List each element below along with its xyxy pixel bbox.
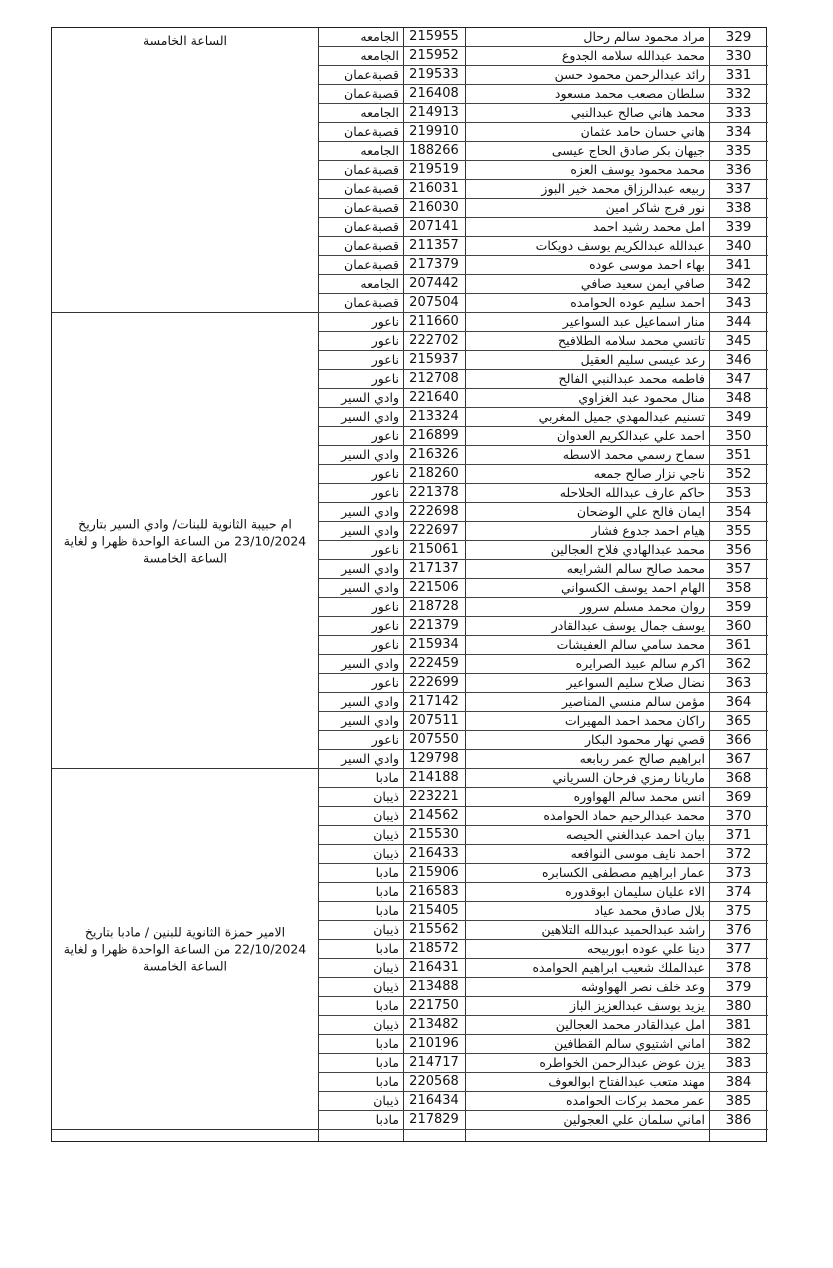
number-cell: 332 — [725, 86, 752, 102]
code-cell: 211660 — [409, 314, 459, 329]
code-cell: 217137 — [409, 561, 459, 576]
code-cell: 222699 — [409, 675, 459, 690]
area-cell: مادبا — [375, 941, 399, 956]
area-cell: مادبا — [375, 903, 399, 918]
name-cell: هيام احمد جدوع فشار — [591, 523, 705, 538]
area-cell: قصبةعمان — [344, 295, 399, 310]
table-row — [318, 883, 768, 902]
area-cell: ذيبان — [373, 1017, 399, 1032]
name-cell: امل محمد رشيد احمد — [593, 219, 705, 234]
code-cell: 221378 — [409, 485, 459, 500]
candidate-table — [51, 27, 767, 1142]
table-row — [318, 522, 768, 541]
number-cell: 359 — [725, 599, 752, 615]
name-cell: محمد هاني صالح عبدالنبي — [570, 105, 705, 120]
number-cell: 384 — [725, 1074, 752, 1090]
code-cell: 219533 — [409, 67, 459, 82]
number-cell: 364 — [725, 694, 752, 710]
code-cell: 212708 — [409, 371, 459, 386]
area-cell: وادي السير — [341, 694, 399, 709]
number-cell: 381 — [725, 1017, 752, 1033]
name-cell: مراد محمود سالم رحال — [583, 29, 705, 44]
number-cell: 353 — [725, 485, 752, 501]
name-cell: راكان محمد احمد المهيرات — [564, 713, 705, 728]
name-cell: محمد عبدالرحيم حماد الحوامده — [543, 808, 705, 823]
table-row — [318, 85, 768, 104]
table-row — [318, 370, 768, 389]
table-row — [318, 66, 768, 85]
name-cell: محمد سامي سالم العفيشات — [556, 637, 705, 652]
name-cell: محمد عبدالله سلامه الجدوع — [561, 48, 705, 63]
number-cell: 351 — [725, 447, 752, 463]
area-cell: مادبا — [375, 1055, 399, 1070]
number-cell: 367 — [725, 751, 752, 767]
code-cell: 207550 — [409, 732, 459, 747]
area-cell: الجامعه — [360, 276, 399, 291]
number-cell: 340 — [725, 238, 752, 254]
table-row — [318, 750, 768, 769]
exam-schedule-column — [52, 28, 318, 1141]
number-cell: 361 — [725, 637, 752, 653]
area-cell: وادي السير — [341, 561, 399, 576]
table-row — [318, 997, 768, 1016]
number-cell: 368 — [725, 770, 752, 786]
code-cell: 216326 — [409, 447, 459, 462]
number-cell: 341 — [725, 257, 752, 273]
area-cell: قصبةعمان — [344, 181, 399, 196]
table-row — [318, 484, 768, 503]
area-cell: قصبةعمان — [344, 219, 399, 234]
area-cell: ذيبان — [373, 789, 399, 804]
table-row — [318, 351, 768, 370]
area-cell: ناعور — [371, 618, 399, 633]
name-cell: ناجي نزار صالح جمعه — [593, 466, 705, 481]
number-cell: 339 — [725, 219, 752, 235]
table-row — [318, 47, 768, 66]
number-cell: 346 — [725, 352, 752, 368]
name-cell: اماني سلمان علي العجولين — [563, 1112, 705, 1127]
table-row — [318, 769, 768, 788]
number-cell: 355 — [725, 523, 752, 539]
name-cell: ماريانا رمزي فرحان السرياني — [552, 770, 705, 785]
number-cell: 357 — [725, 561, 752, 577]
number-cell: 386 — [725, 1112, 752, 1128]
area-cell: قصبةعمان — [344, 238, 399, 253]
name-cell: صافي ايمن سعيد صافي — [580, 276, 705, 291]
number-cell: 370 — [725, 808, 752, 824]
code-cell: 207442 — [409, 276, 459, 291]
area-cell: ناعور — [371, 485, 399, 500]
name-cell: الهام احمد يوسف الكسواني — [560, 580, 705, 595]
name-cell: عبدالله عبدالكريم يوسف دويكات — [535, 238, 705, 253]
table-row — [318, 446, 768, 465]
name-cell: يزن عوض عبدالرحمن الخواطره — [539, 1055, 705, 1070]
name-cell: بلال صادق محمد عياد — [594, 903, 705, 918]
area-cell: الجامعه — [360, 143, 399, 158]
number-cell: 348 — [725, 390, 752, 406]
area-cell: وادي السير — [341, 504, 399, 519]
name-cell: عمار ابراهيم مصطفى الكسابره — [541, 865, 705, 880]
name-cell: مؤمن سالم منسي المناصير — [561, 694, 705, 709]
number-cell: 365 — [725, 713, 752, 729]
area-cell: ناعور — [371, 428, 399, 443]
table-row — [318, 256, 768, 275]
name-cell: ايمان فالح علي الوضحان — [576, 504, 705, 519]
name-cell: قصي نهار محمود البكار — [584, 732, 705, 747]
number-cell: 360 — [725, 618, 752, 634]
code-cell: 222698 — [409, 504, 459, 519]
table-row — [318, 1016, 768, 1035]
number-cell: 362 — [725, 656, 752, 672]
area-cell: ذيبان — [373, 808, 399, 823]
area-cell: مادبا — [375, 884, 399, 899]
code-cell: 216583 — [409, 884, 459, 899]
code-cell: 222697 — [409, 523, 459, 538]
code-cell: 213488 — [409, 979, 459, 994]
name-cell: راشد عبدالحميد عبدالله التلاهين — [541, 922, 705, 937]
table-row — [318, 1092, 768, 1111]
exam-session-cell — [52, 769, 318, 1130]
name-cell: يوسف جمال يوسف عبدالقادر — [551, 618, 705, 633]
number-cell: 336 — [725, 162, 752, 178]
table-row — [318, 1111, 768, 1130]
name-cell: ربيعه عبدالرزاق محمد خير البوز — [541, 181, 705, 196]
area-cell: قصبةعمان — [344, 162, 399, 177]
number-cell: 358 — [725, 580, 752, 596]
code-cell: 223221 — [409, 789, 459, 804]
code-cell: 215530 — [409, 827, 459, 842]
area-cell: ناعور — [371, 542, 399, 557]
number-cell: 371 — [725, 827, 752, 843]
code-cell: 221750 — [409, 998, 459, 1013]
table-row — [318, 123, 768, 142]
code-cell: 216433 — [409, 846, 459, 861]
table-row — [318, 788, 768, 807]
name-cell: بيان احمد عبدالغني الحيصه — [565, 827, 705, 842]
area-cell: قصبةعمان — [344, 67, 399, 82]
table-row — [318, 199, 768, 218]
number-cell: 335 — [725, 143, 752, 159]
code-cell: 217829 — [409, 1112, 459, 1127]
area-cell: وادي السير — [341, 580, 399, 595]
number-cell: 372 — [725, 846, 752, 862]
table-row — [318, 161, 768, 180]
table-row — [318, 731, 768, 750]
area-cell: وادي السير — [341, 751, 399, 766]
area-cell: الجامعه — [360, 105, 399, 120]
area-cell: ذيبان — [373, 846, 399, 861]
table-row — [318, 864, 768, 883]
area-cell: ناعور — [371, 675, 399, 690]
area-cell: ذيبان — [373, 922, 399, 937]
name-cell: انس محمد سالم الهواوره — [573, 789, 705, 804]
table-row — [318, 826, 768, 845]
code-cell: 207141 — [409, 219, 459, 234]
code-cell: 207504 — [409, 295, 459, 310]
exam-session-text: ام حبيبة الثانوية للبنات/ وادي السير بتاريخ 23/10/2024 من الساعة الواحدة ظهرا و لغاية الساعة الخامسة — [63, 516, 307, 565]
name-cell: الاء عليان سليمان ابوقدوره — [565, 884, 705, 899]
exam-session-cell — [52, 28, 318, 313]
table-row — [318, 28, 768, 47]
code-cell: 218260 — [409, 466, 459, 481]
number-cell: 344 — [725, 314, 752, 330]
table-row — [318, 1035, 768, 1054]
table-row — [318, 1054, 768, 1073]
code-cell: 215405 — [409, 903, 459, 918]
name-cell: احمد سليم عوده الحوامده — [570, 295, 705, 310]
number-cell: 363 — [725, 675, 752, 691]
code-cell: 215562 — [409, 922, 459, 937]
number-cell: 342 — [725, 276, 752, 292]
number-cell: 377 — [725, 941, 752, 957]
name-cell: حاكم عارف عبدالله الحلاحله — [559, 485, 705, 500]
code-cell: 214188 — [409, 770, 459, 785]
name-cell: دينا علي عوده ابوربيحه — [586, 941, 705, 956]
area-cell: وادي السير — [341, 713, 399, 728]
number-cell: 369 — [725, 789, 752, 805]
name-cell: فاطمه محمد عبدالنبي الفالح — [558, 371, 705, 386]
table-row — [318, 408, 768, 427]
code-cell: 188266 — [409, 143, 459, 158]
table-row — [318, 294, 768, 313]
table-row — [318, 142, 768, 161]
name-cell: عمر محمد بركات الحوامده — [565, 1093, 705, 1108]
code-cell: 216408 — [409, 86, 459, 101]
name-cell: محمد محمود يوسف العزه — [570, 162, 705, 177]
area-cell: ذيبان — [373, 1093, 399, 1108]
number-cell: 354 — [725, 504, 752, 520]
table-row — [318, 902, 768, 921]
number-cell: 337 — [725, 181, 752, 197]
table-row — [318, 655, 768, 674]
name-cell: روان محمد مسلم سرور — [580, 599, 705, 614]
table-row — [318, 237, 768, 256]
number-cell: 347 — [725, 371, 752, 387]
table-row — [318, 503, 768, 522]
code-cell: 215952 — [409, 48, 459, 63]
name-cell: سلطان مصعب محمد مسعود — [554, 86, 705, 101]
number-cell: 331 — [725, 67, 752, 83]
table-row — [318, 636, 768, 655]
number-cell: 350 — [725, 428, 752, 444]
table-row — [318, 693, 768, 712]
code-cell: 216434 — [409, 1093, 459, 1108]
area-cell: قصبةعمان — [344, 86, 399, 101]
name-cell: محمد عبدالهادي فلاح العجالين — [550, 542, 705, 557]
table-row — [318, 427, 768, 446]
table-row — [318, 617, 768, 636]
area-cell: ذيبان — [373, 960, 399, 975]
name-cell: احمد علي عبدالكريم العدوان — [556, 428, 705, 443]
exam-session-text: الامير حمزة الثانوية للبنين / مادبا بتاريخ 22/10/2024 من الساعة الواحدة ظهرا و لغاية الساعة الخامسة — [63, 924, 307, 974]
number-cell: 356 — [725, 542, 752, 558]
number-cell: 374 — [725, 884, 752, 900]
code-cell: 129798 — [409, 751, 459, 766]
code-cell: 221506 — [409, 580, 459, 595]
number-cell: 352 — [725, 466, 752, 482]
area-cell: وادي السير — [341, 447, 399, 462]
name-cell: اكرم سالم عبيد الصرايره — [575, 656, 705, 671]
table-row — [318, 712, 768, 731]
name-cell: اماني اشتيوي سالم القطافين — [554, 1036, 705, 1051]
name-cell: منار اسماعيل عبد السواعير — [562, 314, 705, 329]
code-cell: 219910 — [409, 124, 459, 139]
code-cell: 214717 — [409, 1055, 459, 1070]
area-cell: ناعور — [371, 637, 399, 652]
table-row — [318, 959, 768, 978]
number-cell: 376 — [725, 922, 752, 938]
code-cell: 222702 — [409, 333, 459, 348]
number-cell: 382 — [725, 1036, 752, 1052]
area-cell: وادي السير — [341, 409, 399, 424]
area-cell: وادي السير — [341, 390, 399, 405]
name-cell: احمد نايف موسى النوافعه — [570, 846, 705, 861]
code-cell: 215061 — [409, 542, 459, 557]
table-row — [318, 845, 768, 864]
exam-session-text: الساعة الخامسة — [142, 33, 228, 48]
code-cell: 216431 — [409, 960, 459, 975]
area-cell: قصبةعمان — [344, 124, 399, 139]
area-cell: ناعور — [371, 352, 399, 367]
name-cell: سماح رسمي محمد الاسطه — [562, 447, 705, 462]
number-cell: 329 — [725, 29, 752, 45]
table-row — [318, 1073, 768, 1092]
area-cell: مادبا — [375, 1112, 399, 1127]
code-cell: 216030 — [409, 200, 459, 215]
area-cell: ذيبان — [373, 827, 399, 842]
area-cell: وادي السير — [341, 656, 399, 671]
code-cell: 207511 — [409, 713, 459, 728]
area-cell: ناعور — [371, 599, 399, 614]
name-cell: عبدالملك شعيب ابراهيم الحوامده — [532, 960, 705, 975]
code-cell: 211357 — [409, 238, 459, 253]
table-row — [318, 275, 768, 294]
table-row — [318, 465, 768, 484]
code-cell: 216031 — [409, 181, 459, 196]
area-cell: الجامعه — [360, 48, 399, 63]
code-cell: 217379 — [409, 257, 459, 272]
area-cell: ناعور — [371, 466, 399, 481]
name-cell: نور فرج شاكر امين — [605, 200, 705, 215]
code-cell: 219519 — [409, 162, 459, 177]
number-cell: 330 — [725, 48, 752, 64]
area-cell: مادبا — [375, 998, 399, 1013]
number-cell: 380 — [725, 998, 752, 1014]
name-cell: منال محمود عبد الغزاوي — [578, 390, 705, 405]
name-cell: امل عبدالقادر محمد العجالين — [555, 1017, 705, 1032]
table-row — [318, 921, 768, 940]
code-cell: 220568 — [409, 1074, 459, 1089]
table-row — [318, 940, 768, 959]
code-cell: 218728 — [409, 599, 459, 614]
name-cell: يزيد يوسف عبدالعزيز الباز — [570, 998, 705, 1013]
number-cell: 343 — [725, 295, 752, 311]
area-cell: ناعور — [371, 371, 399, 386]
code-cell: 217142 — [409, 694, 459, 709]
area-cell: وادي السير — [341, 523, 399, 538]
area-cell: ناعور — [371, 732, 399, 747]
number-cell: 373 — [725, 865, 752, 881]
code-cell: 222459 — [409, 656, 459, 671]
area-cell: الجامعه — [360, 29, 399, 44]
exam-session-cell — [52, 313, 318, 769]
code-cell: 210196 — [409, 1036, 459, 1051]
name-cell: نضال صلاح سليم السواعير — [566, 675, 705, 690]
name-cell: رعد عيسى سليم العقيل — [580, 352, 705, 367]
code-cell: 213482 — [409, 1017, 459, 1032]
number-cell: 375 — [725, 903, 752, 919]
number-cell: 383 — [725, 1055, 752, 1071]
area-cell: ذيبان — [373, 979, 399, 994]
table-row — [318, 180, 768, 199]
name-cell: تاتسي محمد سلامه الطلافيح — [558, 333, 705, 348]
code-cell: 215955 — [409, 29, 459, 44]
number-cell: 334 — [725, 124, 752, 140]
area-cell: ناعور — [371, 333, 399, 348]
area-cell: مادبا — [375, 1074, 399, 1089]
name-cell: ابراهيم صالح عمر ربابعه — [579, 751, 705, 766]
code-cell: 215906 — [409, 865, 459, 880]
table-row — [318, 579, 768, 598]
code-cell: 218572 — [409, 941, 459, 956]
number-cell: 338 — [725, 200, 752, 216]
table-row — [318, 104, 768, 123]
table-row — [318, 313, 768, 332]
code-cell: 221379 — [409, 618, 459, 633]
area-cell: مادبا — [375, 770, 399, 785]
name-cell: مهند متعب عبدالفتاح ابوالعوف — [548, 1074, 705, 1089]
number-cell: 385 — [725, 1093, 752, 1109]
table-row — [318, 541, 768, 560]
area-cell: مادبا — [375, 1036, 399, 1051]
area-cell: قصبةعمان — [344, 200, 399, 215]
table-row — [318, 218, 768, 237]
number-cell: 378 — [725, 960, 752, 976]
number-cell: 379 — [725, 979, 752, 995]
table-row — [318, 332, 768, 351]
table-row — [318, 389, 768, 408]
area-cell: مادبا — [375, 865, 399, 880]
number-cell: 366 — [725, 732, 752, 748]
name-cell: بهاء احمد موسى عوده — [589, 257, 705, 272]
area-cell: ناعور — [371, 314, 399, 329]
code-cell: 216899 — [409, 428, 459, 443]
table-row — [318, 598, 768, 617]
name-cell: وعد خلف نصر الهواوشه — [580, 979, 705, 994]
table-row — [318, 674, 768, 693]
code-cell: 215937 — [409, 352, 459, 367]
table-row — [318, 978, 768, 997]
number-cell: 349 — [725, 409, 752, 425]
name-cell: محمد صالح سالم الشرايعه — [566, 561, 705, 576]
name-cell: رائد عبدالرحمن محمود حسن — [554, 67, 705, 82]
number-cell: 345 — [725, 333, 752, 349]
code-cell: 214913 — [409, 105, 459, 120]
code-cell: 213324 — [409, 409, 459, 424]
table-row — [318, 560, 768, 579]
area-cell: قصبةعمان — [344, 257, 399, 272]
table-body — [318, 28, 768, 1130]
code-cell: 214562 — [409, 808, 459, 823]
number-cell: 333 — [725, 105, 752, 121]
name-cell: هاني حسان حامد عثمان — [580, 124, 705, 139]
code-cell: 221640 — [409, 390, 459, 405]
name-cell: جيهان بكر صادق الحاج عيسى — [551, 143, 705, 158]
table-row — [318, 807, 768, 826]
code-cell: 215934 — [409, 637, 459, 652]
name-cell: تسنيم عبدالمهدي جميل المغربي — [538, 409, 705, 424]
